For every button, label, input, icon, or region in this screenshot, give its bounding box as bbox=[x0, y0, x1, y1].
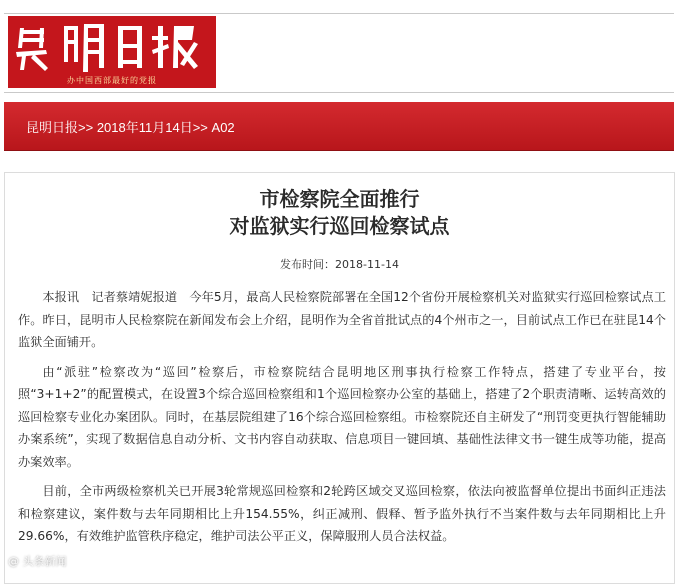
breadcrumb-item-paper[interactable]: 昆明日报 bbox=[26, 120, 79, 135]
article-paragraph: 由“派驻”检察改为“巡回”检察后，市检察院结合昆明地区刑事执行检察工作特点，搭建了专业平台，按照“3+1+2”的配置模式，在设置3个综合巡回检察组和1个巡回检察办公室的基础上，搭建了2个职责清晰、运转高效的巡回检察专业化办案团队。同时，在基层院组建了16个综合巡回检察组。市检察院还自主研发了“刑罚变更执行智能辅助办案系统”，实现了数据信息自动分析、文书内容自动获取、信息项目一键回填、基础性法律文书一键生成等功能，提高办案效率。 bbox=[18, 364, 666, 469]
logo-calligraphy-icon bbox=[8, 16, 216, 76]
breadcrumb-separator: >> bbox=[78, 120, 94, 135]
article-paragraph: 目前，全市两级检察机关已开展3轮常规巡回检察和2轮跨区域交叉巡回检察，依法向被监督单位提出书面纠正违法和检察建议，案件数与去年同期相比上升154.55%，纠正减刑、假释、暂予监外执行不当案件数与去年同期相比上升29.66%，有效维护监管秩序稳定，维护司法公平正义，保障服刑人员合法权益。 bbox=[18, 484, 666, 543]
article-title-line: 对监狱实行巡回检察试点 bbox=[229, 214, 450, 238]
masthead bbox=[4, 13, 674, 93]
watermark: @ 头条新闻 bbox=[8, 555, 67, 568]
breadcrumb-separator: >> bbox=[192, 120, 208, 135]
logo-slogan: 办中国西部最好的党报 bbox=[67, 76, 157, 85]
navigation-bar bbox=[4, 102, 674, 151]
article-title bbox=[5, 186, 674, 240]
article-body bbox=[18, 286, 666, 555]
breadcrumb-item-date[interactable]: 2018年11月14日 bbox=[96, 120, 193, 135]
breadcrumb-item-page[interactable]: A02 bbox=[211, 120, 235, 135]
publish-date: 发布时间：2018-11-14 bbox=[280, 258, 399, 271]
article-paragraph: 本报讯 记者蔡靖妮报道 今年5月，最高人民检察院部署在全国12个省份开展检察机关对监狱实行巡回检察试点工作。昨日，昆明市人民检察院在新闻发布会上介绍，昆明作为全省首批试点的4个州市之一，目前试点工作已在驻昆14个监狱全面铺开。 bbox=[18, 290, 666, 349]
breadcrumb bbox=[26, 117, 235, 136]
newspaper-logo[interactable] bbox=[8, 16, 216, 88]
article-panel bbox=[4, 172, 675, 584]
article-title-line: 市检察院全面推行 bbox=[259, 187, 420, 211]
